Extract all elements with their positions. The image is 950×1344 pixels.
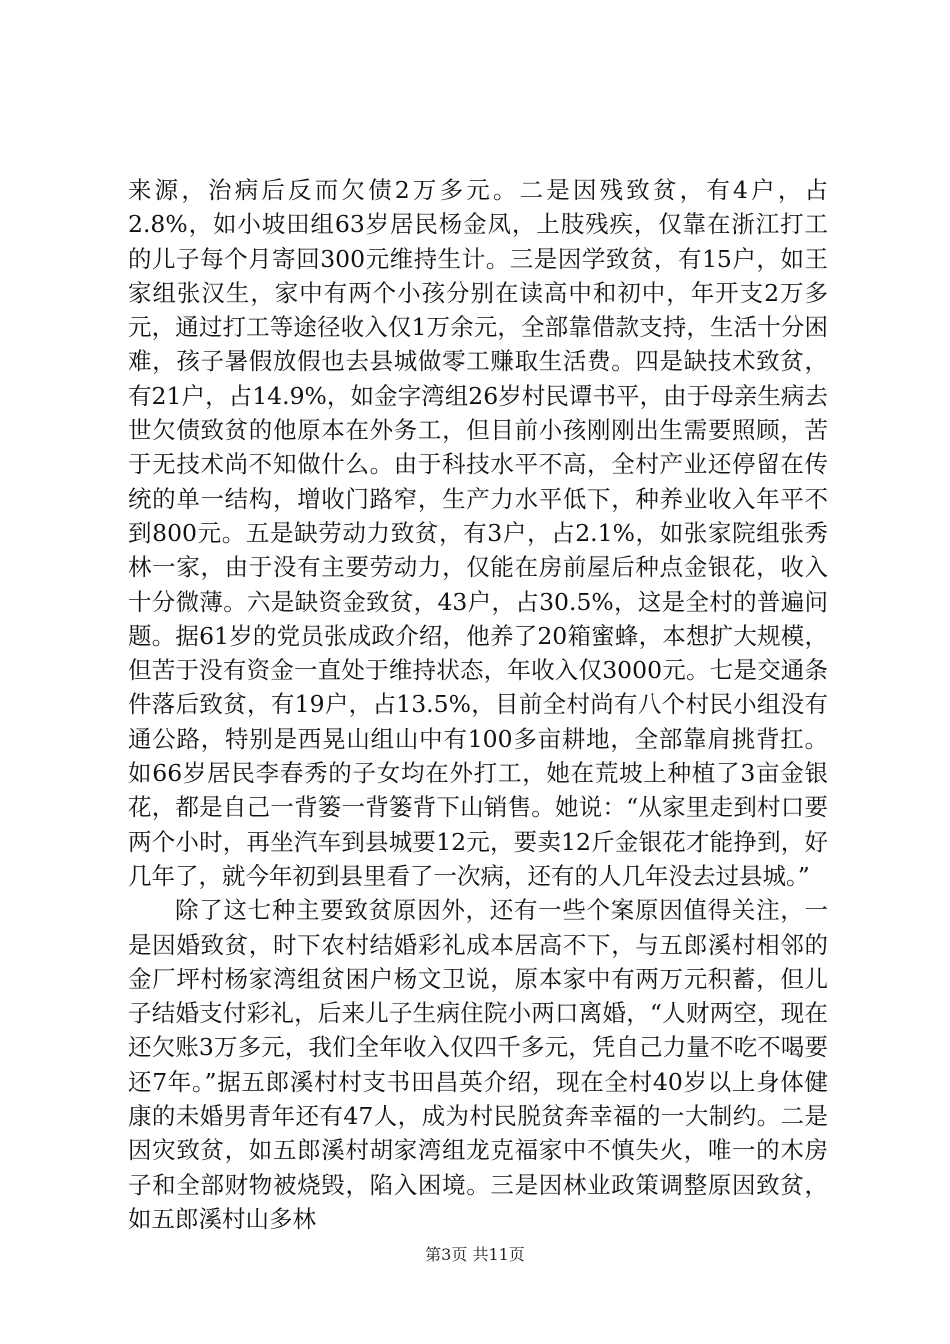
page-number-footer: 第3页 共11页 — [425, 1245, 525, 1264]
paragraph-1: 来源，治病后反而欠债2万多元。二是因残致贫，有4户，占2.8%，如小坡田组63岁居民杨金凤，上肢残疾，仅靠在浙江打工的儿子每个月寄回300元维持生计。三是因学致贫，有15户，如王家组张汉生，家中有两个小孩分别在读高中和初中，年开支2万多元，通过打工等途径收入仅1万余元，全部靠借款支持，生活十分困难，孩子暑假放假也去县城做零工赚取生活费。四是缺技术致贫，有21户，占14.9%，如金字湾组26岁村民谭书平，由于母亲生病去世欠债致贫的他原本在外务工，但目前小孩刚刚出生需要照顾，苦于无技术尚不知做什么。由于科技水平不高，全村产业还停留在传统的单一结构，增收门路窄，生产力水平低下，种养业收入年平不到800元。五是缺劳动力致贫，有3户，占2.1%，如张家院组张秀林一家，由于没有主要劳动力，仅能在房前屋后种点金银花，收入十分微薄。六是缺资金致贫，43户，占30.5%，这是全村的普遍问题。据61岁的党员张成政介绍，他养了20箱蜜蜂，本想扩大规模，但苦于没有资金一直处于维持状态，年收入仅3000元。七是交通条件落后致贫，有19户，占13.5%，目前全村尚有八个村民小组没有通公路，特别是西晃山组山中有100多亩耕地，全部靠肩挑背扛。如66岁居民李春秀的子女均在外打工，她在荒坡上种植了3亩金银花，都是自己一背篓一背篓背下山销售。她说：“从家里走到村口要两个小时，再坐汽车到县城要12元，要卖12斤金银花才能挣到，好几年了，就今年初到县里看了一次病，还有的人几年没去过县城。” — [128, 176, 828, 890]
paragraph-2: 除了这七种主要致贫原因外，还有一些个案原因值得关注，一是因婚致贫，时下农村结婚彩礼成本居高不下，与五郎溪村相邻的金厂坪村杨家湾组贫困户杨文卫说，原本家中有两万元积蓄，但儿子结婚支付彩礼，后来儿子生病住院小两口离婚，“人财两空，现在还欠账3万多元，我们全年收入仅四千多元，凭自己力量不吃不喝要还7年。”据五郎溪村村支书田昌英介绍，现在全村40岁以上身体健康的未婚男青年还有47人，成为村民脱贫奔幸福的一大制约。二是因灾致贫，如五郎溪村胡家湾组龙克福家中不慎失火，唯一的木房子和全部财物被烧毁，陷入困境。三是因林业政策调整原因致贫，如五郎溪村山多林 — [128, 896, 828, 1233]
body-text — [128, 173, 828, 1236]
